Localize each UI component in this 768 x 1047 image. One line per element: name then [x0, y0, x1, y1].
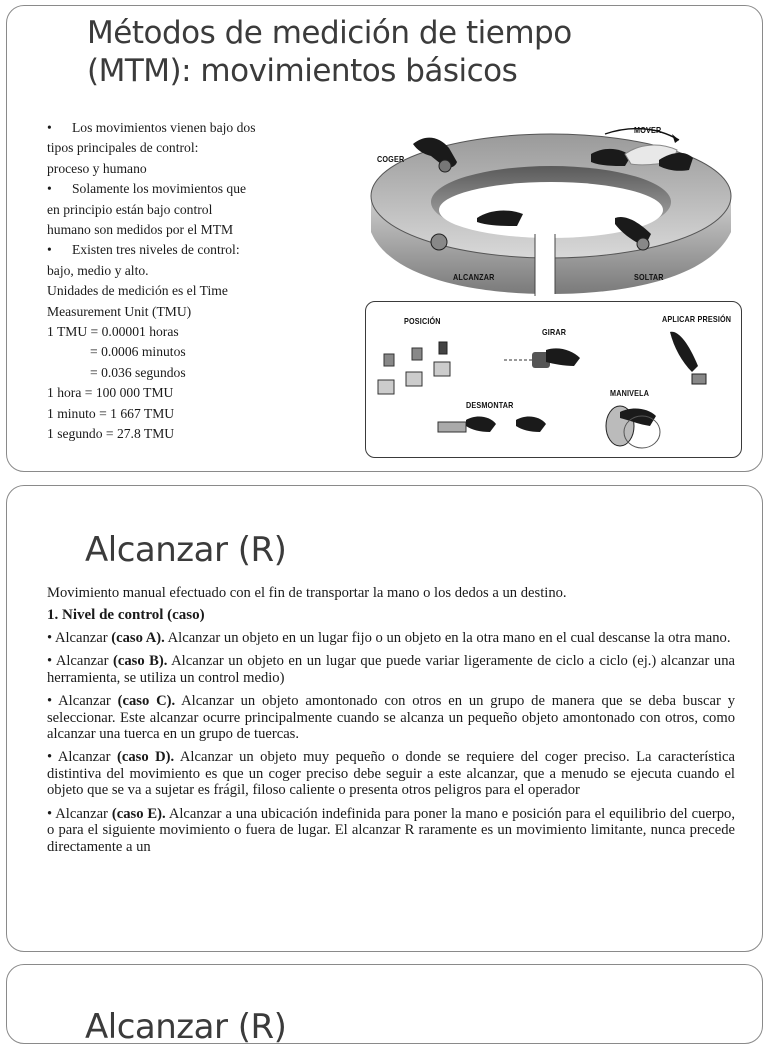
reach-gear-icon	[431, 234, 447, 250]
hand-disengage-icon	[466, 417, 496, 432]
conversion-line: 1 segundo = 27.8 TMU	[47, 426, 175, 442]
case-item: • Alcanzar (caso B). Alcanzar un objeto en un lugar que puede variar ligeramente de ciclo a ciclo (ej.) alcanzar una herramienta, se utiliza un control medio)	[47, 653, 735, 686]
conversion-line: 1 minuto = 1 667 TMU	[47, 405, 175, 421]
label-alcanzar: ALCANZAR	[453, 272, 495, 282]
movements-illustration	[359, 114, 745, 456]
press-button-icon	[692, 374, 706, 384]
conversion-line: = 0.036 segundos	[90, 364, 186, 380]
text-line: bajo, medio y alto.	[47, 262, 149, 278]
peg-icon	[439, 342, 447, 354]
gear-object-icon	[439, 160, 451, 172]
title-line-2: (MTM): movimientos básicos	[87, 53, 518, 89]
label-manivela: MANIVELA	[610, 388, 650, 398]
slide-mtm-basic-movements	[6, 5, 763, 472]
conversion-line: = 0.0006 minutos	[90, 344, 186, 360]
label-girar: GIRAR	[542, 327, 567, 337]
part-icon	[438, 422, 466, 432]
alcanzar-body	[47, 585, 735, 862]
text-line: humano son medidos por el MTM	[47, 222, 234, 238]
text-line: Measurement Unit (TMU)	[47, 303, 192, 319]
label-mover: MOVER	[634, 125, 662, 135]
text-line: tipos principales de control:	[47, 140, 199, 156]
block-icon	[378, 380, 394, 394]
block-icon	[406, 372, 422, 386]
slide-title: Alcanzar (R)	[85, 1007, 287, 1047]
ring-gap	[535, 234, 555, 296]
sub-movements-panel	[365, 301, 742, 458]
movement-ring-diagram	[359, 114, 745, 304]
slide-alcanzar	[6, 485, 763, 952]
block-icon	[434, 362, 450, 376]
text-line: en principio están bajo control	[47, 201, 213, 217]
bullet-icon: •	[47, 181, 52, 197]
label-soltar: SOLTAR	[634, 272, 664, 282]
mtm-description-text	[47, 118, 287, 445]
hand-turn-icon	[546, 348, 580, 366]
bullet-line: • Los movimientos vienen bajo dos	[47, 118, 287, 138]
label-desmontar: DESMONTAR	[466, 400, 514, 410]
peg-icon	[384, 354, 394, 366]
label-aplicar-presion: APLICAR PRESIÓN	[662, 314, 732, 324]
label-coger: COGER	[377, 154, 405, 164]
intro-paragraph: Movimiento manual efectuado con el fin de transportar la mano o los dedos a un destino.	[47, 585, 567, 601]
conversion-line: 1 TMU = 0.00001 horas	[47, 324, 179, 340]
text-line: proceso y humano	[47, 160, 147, 176]
move-arrowhead-icon	[672, 134, 679, 143]
bullet-icon: •	[47, 242, 52, 258]
case-item: • Alcanzar (caso D). Alcanzar un objeto muy pequeño o donde se requiere del coger preciso. La característica distintiva del movimiento es que un coger preciso debe seguir a este alcanzar, que a menudo se ejecuta cuando el objeto que se va a sujetar es frágil, filoso caliente o presenta otros peligros para el operador	[47, 749, 736, 799]
section-heading: 1. Nivel de control (caso)	[47, 606, 205, 623]
hand-press-icon	[670, 332, 698, 372]
case-item: • Alcanzar (caso E). Alcanzar a una ubicación indefinida para poner la mano e posición para el equilibrio del cuerpo, o para el siguiente movimiento o fuera de lugar. El alcanzar R raramente es un movimiento limitante, nunca precede directamente a un	[47, 805, 735, 855]
label-posicion: POSICIÓN	[404, 316, 441, 326]
case-item: • Alcanzar (caso C). Alcanzar un objeto amontonado con otros en un grupo de manera que se deba buscar y seleccionar. Este alcanzar ocurre principalmente cuando se alcanza un pequeño objeto amontonado con otros, como alcanzar una tuerca en un grupo de tuercas.	[47, 692, 735, 743]
slide-alcanzar-continued	[6, 964, 763, 1047]
hand-disengage-end-icon	[516, 417, 546, 432]
bullet-line: • Solamente los movimientos que	[47, 179, 287, 199]
slide-title	[87, 14, 572, 90]
release-gear-icon	[637, 238, 649, 250]
slide-title: Alcanzar (R)	[85, 530, 287, 570]
case-item: • Alcanzar (caso A). Alcanzar un objeto en un lugar fijo o un objeto en la otra mano en el cual descanse la otra mano.	[47, 630, 731, 647]
bullet-line: • Existen tres niveles de control:	[47, 240, 287, 260]
text-line: Unidades de medición es el Time	[47, 283, 228, 299]
bullet-icon: •	[47, 120, 52, 135]
title-line-1: Métodos de medición de tiempo	[87, 15, 572, 51]
peg-icon	[412, 348, 422, 360]
conversion-line: 1 hora = 100 000 TMU	[47, 385, 174, 401]
